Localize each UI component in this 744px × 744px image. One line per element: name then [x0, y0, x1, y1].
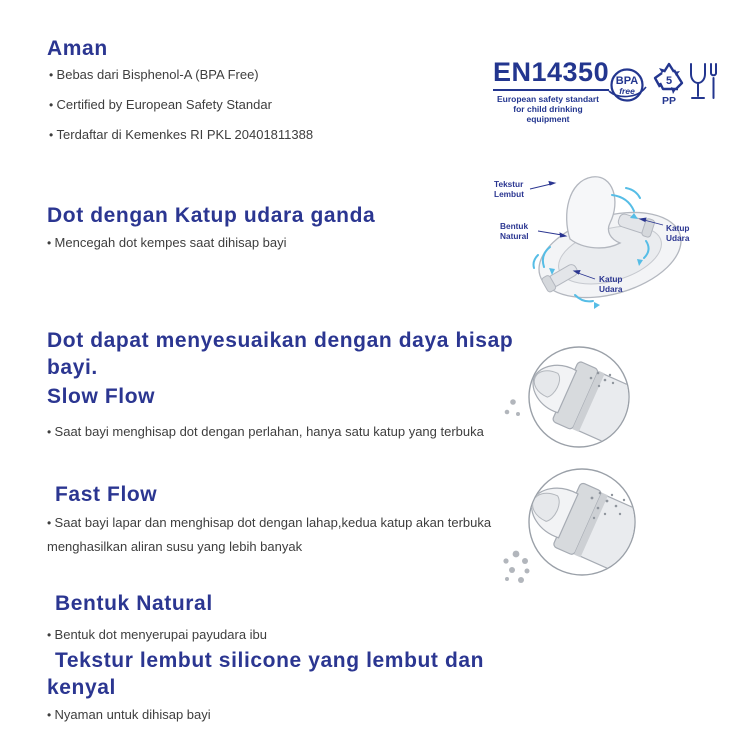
aman-title: Aman: [47, 37, 108, 60]
svg-text:Udara: Udara: [599, 284, 623, 294]
flow-intro-title: Dot dapat menyesuaikan dengan daya hisap bayi.: [47, 329, 514, 379]
en14350-subtitle-line1: European safety standart: [496, 94, 600, 104]
fast-flow-title: Fast Flow: [55, 483, 158, 506]
bentuk-section-bullet: • Bentuk dot menyerupai payudara ibu: [47, 623, 267, 647]
svg-text:Natural: Natural: [500, 231, 529, 241]
tekstur-section-bullet: • Nyaman untuk dihisap bayi: [47, 703, 211, 727]
svg-text:Lembut: Lembut: [494, 189, 524, 199]
en14350-standard-label: EN14350: [493, 57, 609, 91]
fast-flow-illustration: [498, 464, 656, 590]
slow-flow-bullet: • Saat bayi menghisap dot dengan perlahan, hanya satu katup yang terbuka: [47, 420, 517, 444]
slow-flow-title: Slow Flow: [47, 385, 156, 408]
label-katup-udara-bottom: Katup: [599, 274, 623, 284]
valve-section-title: Dot dengan Katup udara ganda: [47, 204, 376, 227]
svg-text:PP: PP: [661, 95, 677, 107]
aman-bullet-kemenkes: • Terdaftar di Kemenkes RI PKL 20401811388: [49, 123, 313, 147]
aman-bullet-bpa: • Bebas dari Bisphenol-A (BPA Free): [49, 63, 259, 87]
certification-block: [493, 57, 610, 124]
svg-text:free: free: [619, 86, 635, 96]
svg-text:BPA: BPA: [615, 75, 639, 87]
aman-bullet-certified: • Certified by European Safety Standar: [49, 93, 272, 117]
valve-section-bullet: • Mencegah dot kempes saat dihisap bayi: [47, 231, 287, 255]
en14350-subtitle-line2: for child drinking equipment: [513, 104, 583, 124]
tekstur-section-title: Tekstur lembut silicone yang lembut dan kenyal: [47, 649, 485, 699]
teat-valve-diagram: [480, 163, 720, 315]
label-bentuk-natural: Bentuk: [500, 221, 529, 231]
food-safe-glass-fork-icon: [688, 60, 720, 104]
teat-shape: [567, 177, 620, 248]
svg-text:5: 5: [665, 75, 673, 87]
label-tekstur-lembut: Tekstur: [494, 179, 524, 189]
pp5-recycle-icon: [651, 60, 687, 108]
svg-text:Udara: Udara: [666, 233, 690, 243]
label-katup-udara-right: Katup: [666, 223, 690, 233]
bentuk-section-title: Bentuk Natural: [55, 592, 213, 615]
slow-flow-illustration: [503, 342, 648, 454]
milk-drops: [505, 399, 520, 416]
fast-flow-bullet: • Saat bayi lapar dan menghisap dot dengan lahap,kedua katup akan terbuka menghasilkan aliran susu yang lebih banyak: [47, 511, 497, 559]
bpa-free-icon: [605, 64, 649, 108]
milk-drops: [503, 551, 529, 583]
